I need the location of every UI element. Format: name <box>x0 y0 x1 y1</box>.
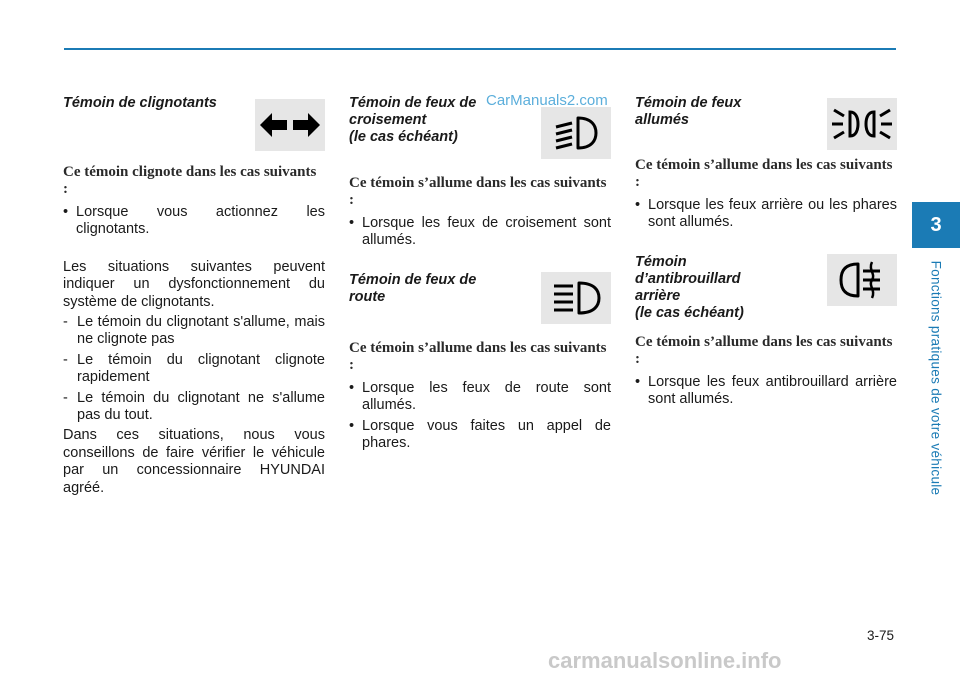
paragraph: Les situations suivantes peuvent indiquer un dysfonctionnement du système de clignotants. <box>63 258 325 310</box>
watermark-bottom: carmanualsonline.info <box>548 648 782 673</box>
top-rule <box>64 48 896 50</box>
intro-text: Ce témoin s’allume dans les cas suivants : <box>349 175 607 208</box>
bullet-list <box>349 215 611 250</box>
list-item: • Lorsque les feux de croisement sont allumés. <box>349 215 611 250</box>
title-line: arrière <box>635 287 681 304</box>
list-item: - Le témoin du clignotant clignote rapidement <box>63 352 325 387</box>
paragraph: Dans ces situations, nous vous conseillons de faire vérifier le véhicule par un concessionnaire HYUNDAI agréé. <box>63 427 325 496</box>
intro-text: Ce témoin s’allume dans les cas suivants : <box>349 339 607 373</box>
title-line: (le cas échéant) <box>635 304 744 321</box>
intro-text: Ce témoin clignote dans les cas suivants : <box>63 164 317 197</box>
section-title <box>635 95 795 129</box>
list-item: • Lorsque les feux arrière ou les phares sont allumés. <box>635 197 897 232</box>
low-beam-icon <box>541 107 611 159</box>
bullet-list <box>63 204 325 239</box>
section-rear-fog <box>635 254 897 334</box>
intro-text: Ce témoin s’allume dans les cas suivants : <box>635 333 893 367</box>
column-lights <box>635 92 897 409</box>
list-item: • Lorsque vous faites un appel de phares. <box>349 418 611 453</box>
title-line: croisement <box>349 112 427 128</box>
column-beams <box>349 92 611 452</box>
list-item: • Lorsque vous actionnez les clignotants. <box>63 204 325 239</box>
turn-signal-arrows-icon <box>255 99 325 151</box>
section-title <box>349 272 509 306</box>
column-turn-signal <box>63 92 325 497</box>
chapter-title: Fonctions pratiques de votre véhicule <box>928 260 944 496</box>
list-item: • Lorsque les feux de route sont allumés. <box>349 380 611 415</box>
watermark-top: CarManuals2.com <box>486 92 608 109</box>
title-line: route <box>349 288 386 305</box>
section-title <box>635 254 795 322</box>
section-title <box>349 95 509 146</box>
position-lights-icon <box>827 98 897 150</box>
bullet-list <box>349 380 611 453</box>
bullet-list <box>635 197 897 232</box>
title-line: Témoin de feux <box>635 95 742 111</box>
section-position-lights <box>635 95 897 157</box>
list-item: - Le témoin du clignotant ne s'allume pas du tout. <box>63 390 325 425</box>
list-item: • Lorsque les feux antibrouillard arrière sont allumés. <box>635 374 897 409</box>
section-title: Témoin de clignotants <box>63 95 217 111</box>
high-beam-icon <box>541 272 611 324</box>
rear-fog-light-icon <box>827 254 897 306</box>
dash-list <box>63 314 325 424</box>
title-line: Témoin d’antibrouillard <box>635 253 741 287</box>
list-item: - Le témoin du clignotant s'allume, mais ne clignote pas <box>63 314 325 349</box>
page-number: 3-75 <box>866 628 894 643</box>
section-turn-signal <box>63 95 325 112</box>
intro-text: Ce témoin s’allume dans les cas suivants : <box>635 157 893 190</box>
bullet-list <box>635 374 897 409</box>
title-line: Témoin de feux de <box>349 95 477 111</box>
title-line: allumés <box>635 112 689 128</box>
chapter-tab: 3 <box>912 202 960 248</box>
title-line: Témoin de feux de <box>349 271 477 288</box>
section-high-beam <box>349 272 611 340</box>
title-line: (le cas échéant) <box>349 129 458 145</box>
